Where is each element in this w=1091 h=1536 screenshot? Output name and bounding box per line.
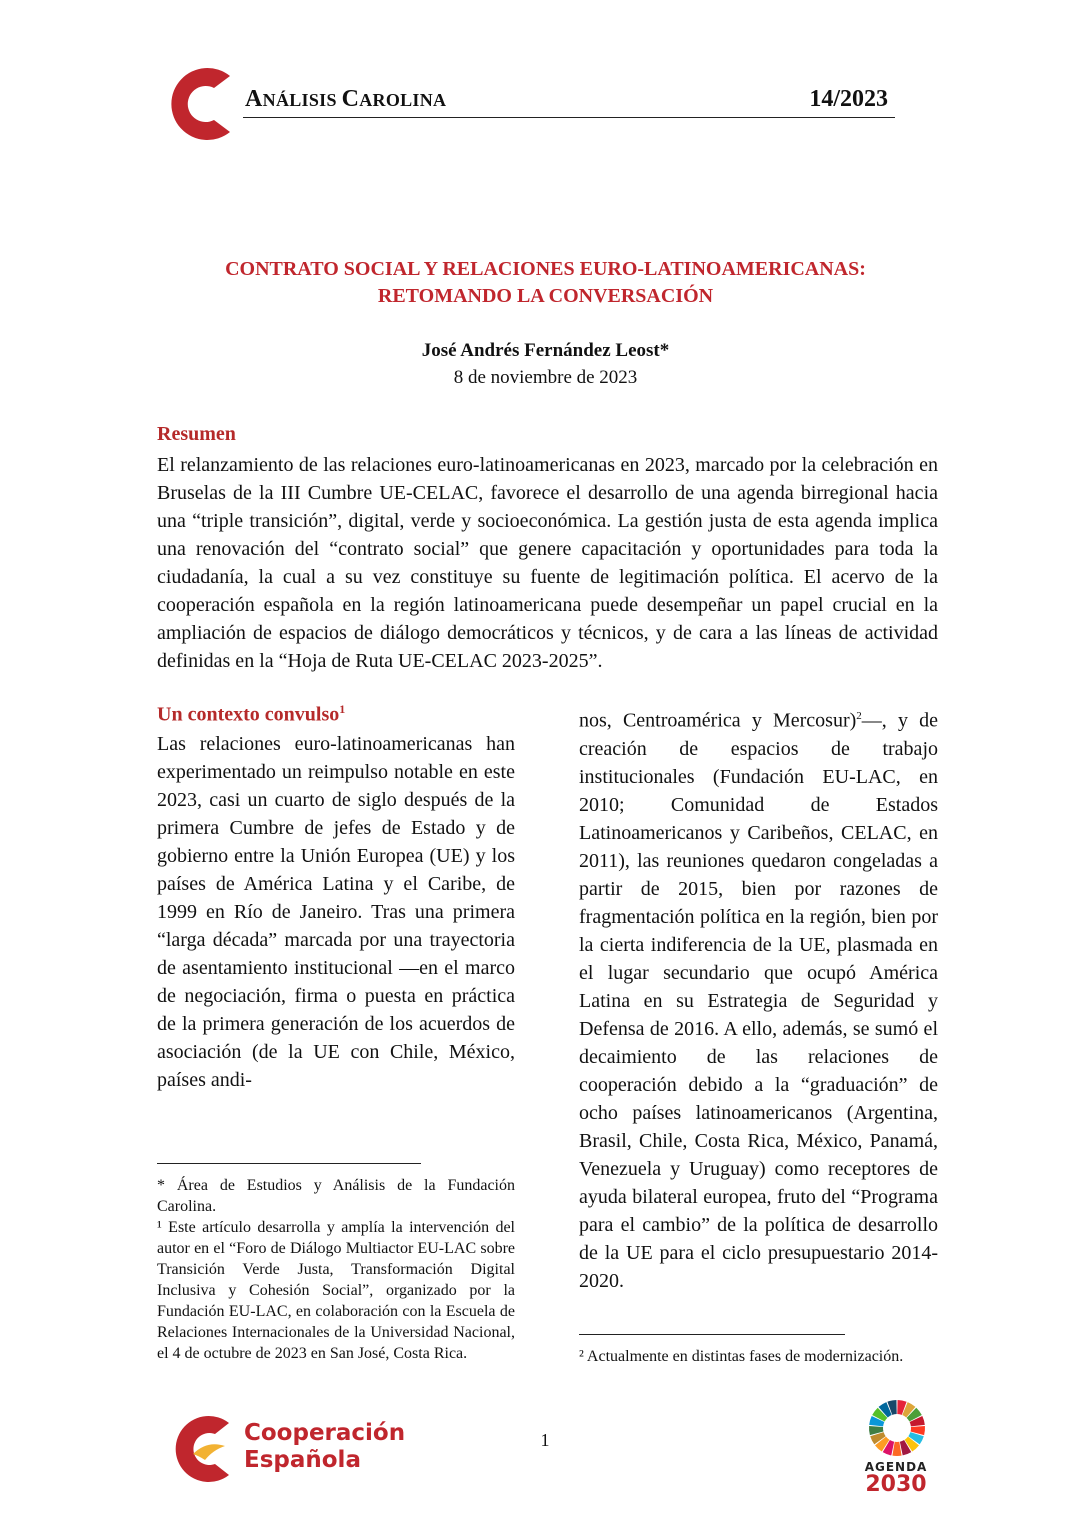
publication-date: 8 de noviembre de 2023: [453, 367, 638, 388]
footnote-rule: [157, 1163, 421, 1164]
title-line-1: CONTRATO SOCIAL Y RELACIONES EURO-LATINOAMERICANAS:: [225, 258, 866, 280]
footnotes-left: [157, 1175, 515, 1364]
footnote-1: ¹ Este artículo desarrolla y amplía la intervención del autor en el “Foro de Diálogo Multiactor EU-LAC sobre Transición Verde Justa, Transformación Digital Inclusiva y Cohesión Social”, organizado por la Fundación EU-LAC, en colaboración con la Escuela de Relaciones Internacionales de la Universidad Nacional, el 4 de octubre de 2023 en San José, Costa Rica.: [157, 1219, 515, 1362]
agenda-label: AGENDA: [864, 1460, 928, 1474]
body-column-right: nos, Centroamérica y Mercosur)$^2$—, y de creación de espacios de trabajo institucionales (Fundación EU-LAC, en 2010; Comunidad de Estados Latinoamericanos y Caribeños, CELAC, en 2011), las reuniones quedaron congeladas a partir de 2015, bien por razones de fragmentación política en la región, bien por la cierta indiferencia de la UE, plasmada en el lugar secundario que ocupó América Latina en su Estrategia de Seguridad y Defensa de 2016. A ello, además, se sumó el decaimiento de las relaciones de cooperación debido a la “graduación” de ocho países latinoamericanos (Argentina, Brasil, Chile, Costa Rica, México, Panamá, Venezuela y Uruguay) como receptores de ayuda bilateral europea, fruto del “Programa para el cambio” de la política de desarrollo de la UE para el ciclo presupuestario 2014-2020.: [579, 709, 938, 1292]
agenda-year: 2030: [865, 1472, 927, 1497]
page-number: 1: [540, 1430, 550, 1450]
document-title: [150, 256, 941, 310]
footnote-star: * Área de Estudios y Análisis de la Fundación Carolina.: [157, 1177, 515, 1215]
resumen-heading: Resumen: [157, 423, 236, 445]
header-rule: [243, 117, 895, 118]
issue-number: 14/2023: [809, 86, 888, 112]
footnote-rule: [579, 1334, 845, 1335]
sdg-wheel-segment: [892, 1442, 901, 1456]
section-heading: Un contexto convulso$^1$: [157, 702, 346, 726]
footnote-2: ² Actualmente en distintas fases de modernización.: [579, 1348, 904, 1365]
footnote-ref[interactable]: 2: [856, 710, 862, 722]
cooperacion-espanola-logo: [163, 1410, 237, 1488]
body-column-left: Las relaciones euro-latinoamericanas han experimentado un reimpulso notable en este 2023, casi un cuarto de siglo después de la primera Cumbre de jefes de Estado y de gobierno entre la Unión Europea (UE) y los países de América Latina y el Caribe, de 1999 en Río de Janeiro. Tras una primera “larga década” marcada por una trayectoria de asentamiento institucional —en el marco de negociación, firma o puesta en práctica de la primera generación de los acuerdos de asociación (de la UE con Chile, México, países andi-: [157, 733, 515, 1091]
header-title: ANÁLISIS CAROLINA: [245, 86, 447, 112]
cooperacion-espanola-wordmark: Cooperación Española: [244, 1420, 406, 1473]
sdg-wheel-icon: [868, 1399, 926, 1457]
title-line-2: RETOMANDO LA CONVERSACIÓN: [377, 285, 714, 307]
carolina-c-logo: [158, 62, 238, 146]
resumen-body: El relanzamiento de las relaciones euro-latinoamericanas en 2023, marcado por la celebración en Bruselas de la III Cumbre UE-CELAC, favorece el desarrollo de una agenda birregional hacia una “triple transición”, digital, verde y socioeconómica. La gestión justa de esta agenda implica una renovación del “contrato social” que genere capacitación y oportunidades para toda la ciudadanía, la cual a su vez constituye su fuente de legitimación política. El acervo de la cooperación española en la región latinoamericana puede desempeñar un papel crucial en la ampliación de espacios de diálogo democráticos y técnicos, y de cara a las líneas de actividad definidas en la “Hoja de Ruta UE-CELAC 2023-2025”.: [157, 454, 938, 672]
author: José Andrés Fernández Leost*: [421, 340, 670, 361]
footnote-ref[interactable]: 1: [339, 702, 346, 716]
